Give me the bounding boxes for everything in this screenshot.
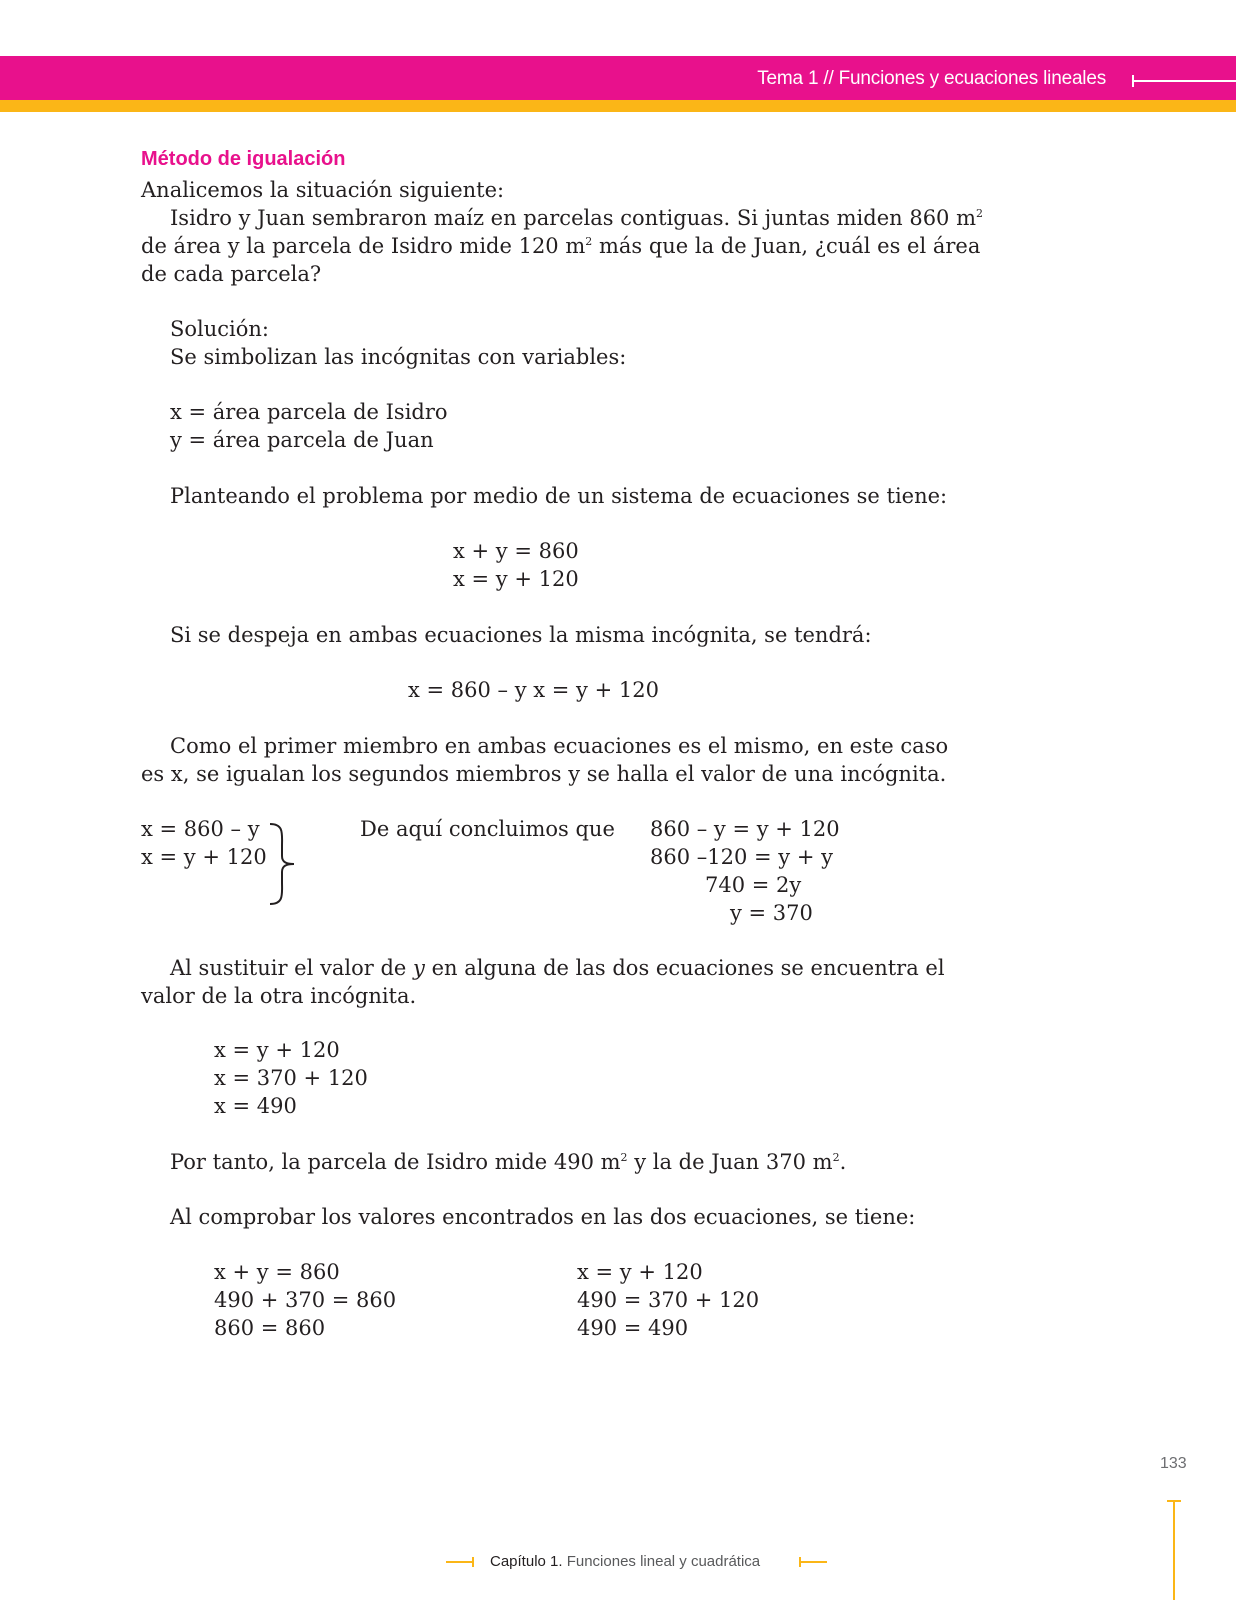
conclusion-text-a: Por tanto, la parcela de Isidro mide 490 m xyxy=(170,1150,621,1174)
check-right-3: 490 = 490 xyxy=(577,1316,689,1340)
problem-line-1 xyxy=(170,204,983,232)
header-accent-strip xyxy=(0,100,1236,112)
footer-tick-left xyxy=(472,1557,474,1567)
right-equation-2: 860 –120 = y + y xyxy=(650,845,833,869)
check-left-1: x + y = 860 xyxy=(214,1260,340,1284)
footer-line-left xyxy=(446,1561,474,1563)
sustituir-text-a: Al sustituir el valor de xyxy=(170,956,414,980)
problem-line-2a: de área y la parcela de Isidro mide 120 m xyxy=(141,234,586,258)
problem-line-2b: más que la de Juan, ¿cuál es el área xyxy=(592,234,981,258)
superscript: 2 xyxy=(620,1151,628,1164)
section-title: Método de igualación xyxy=(141,148,346,170)
right-equation-3: 740 = 2y xyxy=(705,873,802,897)
footer-chapter-title: Funciones lineal y cuadrática xyxy=(562,1553,761,1570)
como-line-1: Como el primer miembro en ambas ecuaciones es el mismo, en este caso xyxy=(170,734,949,758)
footer-chapter-number: Capítulo 1. xyxy=(490,1553,563,1570)
system-equation-1: x + y = 860 xyxy=(453,539,579,563)
check-right-1: x = y + 120 xyxy=(577,1260,703,1284)
sustituir-line-2: valor de la otra incógnita. xyxy=(141,984,417,1008)
comprobar-text: Al comprobar los valores encontrados en las dos ecuaciones, se tiene: xyxy=(170,1205,916,1229)
sustituir-text-b: en alguna de las dos ecuaciones se encuentra el xyxy=(424,956,945,980)
page-line xyxy=(1173,1500,1175,1600)
sustituir-variable: y xyxy=(413,956,425,980)
problem-line-2 xyxy=(141,232,980,260)
planteando-text: Planteando el problema por medio de un sistema de ecuaciones se tiene: xyxy=(170,484,948,508)
brace-icon xyxy=(262,822,302,906)
intro-text: Analicemos la situación siguiente: xyxy=(141,178,505,202)
superscript: 2 xyxy=(976,207,984,220)
concluimos-text: De aquí concluimos que xyxy=(360,817,615,841)
right-equation-4: y = 370 xyxy=(730,901,813,925)
problem-line-3: de cada parcela? xyxy=(141,262,322,286)
header-title: Tema 1 // Funciones y ecuaciones lineales xyxy=(757,68,1106,89)
x-step-2: x = 370 + 120 xyxy=(214,1066,368,1090)
symbolize-text: Se simbolizan las incógnitas con variables: xyxy=(170,345,627,369)
como-line-2: es x, se igualan los segundos miembros y se halla el valor de una incógnita. xyxy=(141,762,947,786)
variable-y: y = área parcela de Juan xyxy=(170,428,434,452)
conclusion-text-b: y la de Juan 370 m xyxy=(627,1150,833,1174)
x-step-1: x = y + 120 xyxy=(214,1038,340,1062)
x-step-3: x = 490 xyxy=(214,1094,297,1118)
despeja-text: Si se despeja en ambas ecuaciones la misma incógnita, se tendrá: xyxy=(170,623,872,647)
conclusion-text xyxy=(170,1148,846,1176)
despejado-equations: x = 860 – y x = y + 120 xyxy=(408,678,659,702)
footer-chapter xyxy=(490,1553,760,1570)
variable-x: x = área parcela de Isidro xyxy=(170,400,448,424)
left-equation-2: x = y + 120 xyxy=(141,845,267,869)
header-line xyxy=(1132,80,1236,82)
page-number: 133 xyxy=(1160,1455,1187,1472)
system-equation-2: x = y + 120 xyxy=(453,567,579,591)
check-right-2: 490 = 370 + 120 xyxy=(577,1288,760,1312)
superscript: 2 xyxy=(832,1151,840,1164)
left-equation-1: x = 860 – y xyxy=(141,817,260,841)
check-left-3: 860 = 860 xyxy=(214,1316,326,1340)
sustituir-line-1 xyxy=(170,954,945,982)
solution-label: Solución: xyxy=(170,317,269,341)
superscript: 2 xyxy=(585,235,593,248)
right-equation-1: 860 – y = y + 120 xyxy=(650,817,840,841)
footer-line-right xyxy=(799,1561,827,1563)
conclusion-text-c: . xyxy=(839,1150,847,1174)
check-left-2: 490 + 370 = 860 xyxy=(214,1288,397,1312)
problem-line-1-text: Isidro y Juan sembraron maíz en parcelas contiguas. Si juntas miden 860 m xyxy=(170,206,977,230)
